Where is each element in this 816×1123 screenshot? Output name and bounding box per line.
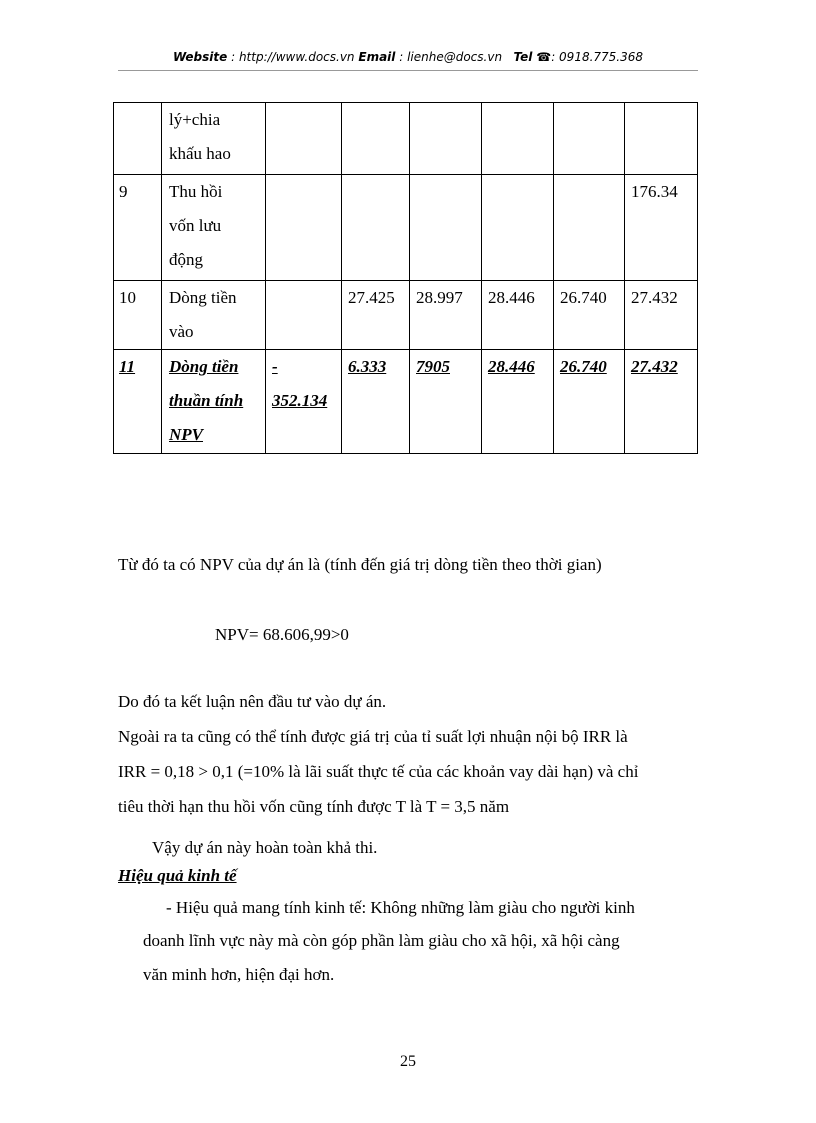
year5-cell: 27.432 (625, 281, 698, 350)
year3-cell: 28.446 (482, 281, 554, 350)
year0-cell (266, 103, 342, 175)
header-divider (118, 70, 698, 71)
feasibility-text: Vậy dự án này hoàn toàn khả thi. (152, 838, 378, 857)
row-number-cell: 10 (114, 281, 162, 350)
row-number-cell: 11 (114, 350, 162, 454)
year4-cell: 26.740 (554, 350, 625, 454)
year1-cell: 6.333 (342, 350, 410, 454)
item-line: thuần tính (169, 391, 244, 410)
item-cell (162, 350, 266, 454)
year0-cell (266, 281, 342, 350)
item-line: Dòng tiền (169, 288, 237, 307)
tel-label: Tel (513, 50, 533, 64)
item-line: động (169, 250, 203, 269)
year1-cell: 27.425 (342, 281, 410, 350)
npv-intro: Từ đó ta có NPV của dự án là (tính đến giá trị dòng tiền theo thời gian) (118, 555, 602, 574)
row-number-cell: 9 (114, 175, 162, 281)
economic-line-3: văn minh hơn, hiện đại hơn. (143, 965, 335, 984)
year3-cell (482, 103, 554, 175)
year3-cell (482, 175, 554, 281)
year0-cell: - 352.134 (266, 350, 342, 454)
year5-cell (625, 103, 698, 175)
item-line: vào (169, 322, 194, 341)
year4-cell: 26.740 (554, 281, 625, 350)
cashflow-table (113, 102, 698, 454)
tel-number: : 0918.775.368 (551, 50, 644, 64)
email-sep: : (395, 50, 408, 64)
year1-cell (342, 103, 410, 175)
year2-cell: 28.997 (410, 281, 482, 350)
item-line: Dòng tiền (169, 357, 239, 376)
year1-cell (342, 175, 410, 281)
section-title: Hiệu quả kinh tế (118, 866, 237, 885)
irr-intro: Ngoài ra ta cũng có thể tính được giá trị của tỉ suất lợi nhuận nội bộ IRR là (118, 727, 628, 746)
conclusion-text: Do đó ta kết luận nên đầu tư vào dự án. (118, 692, 387, 711)
item-cell (162, 175, 266, 281)
row-number-cell (114, 103, 162, 175)
page-number: 25 (400, 1053, 416, 1070)
item-cell (162, 103, 266, 175)
website-label: Website (172, 50, 228, 64)
economic-line-2: doanh lĩnh vực này mà còn góp phần làm giàu cho xã hội, xã hội càng (143, 931, 620, 950)
year3-cell: 28.446 (482, 350, 554, 454)
item-line: Thu hồi (169, 182, 223, 201)
table-row (114, 175, 698, 281)
email-address[interactable]: lienhe@docs.vn (407, 50, 503, 64)
item-line: NPV (169, 425, 203, 444)
table-row (114, 350, 698, 454)
year2-cell: 7905 (410, 350, 482, 454)
website-sep: : (227, 50, 239, 64)
item-line: khấu hao (169, 144, 231, 163)
item-cell (162, 281, 266, 350)
email-label: Email (358, 50, 396, 64)
year5-cell: 27.432 (625, 350, 698, 454)
year5-cell: 176.34 (625, 175, 698, 281)
table-row (114, 281, 698, 350)
item-line: vốn lưu (169, 216, 222, 235)
table-row (114, 103, 698, 175)
year2-cell (410, 103, 482, 175)
payback-text: tiêu thời hạn thu hồi vốn cũng tính được T là T = 3,5 năm (118, 797, 510, 816)
table-body (114, 103, 698, 454)
phone-icon: ☎ (536, 50, 552, 64)
year4-cell (554, 103, 625, 175)
year2-cell (410, 175, 482, 281)
year0-cell (266, 175, 342, 281)
economic-line-1: - Hiệu quả mang tính kinh tế: Không những làm giàu cho người kinh (166, 898, 635, 917)
npv-value: NPV= 68.606,99>0 (215, 625, 349, 644)
irr-value: IRR = 0,18 > 0,1 (=10% là lãi suất thực tế của các khoản vay dài hạn) và chỉ (118, 762, 639, 781)
website-url[interactable]: http://www.docs.vn (238, 50, 355, 64)
item-line: lý+chia (169, 110, 221, 129)
year4-cell (554, 175, 625, 281)
page-header (118, 50, 698, 64)
